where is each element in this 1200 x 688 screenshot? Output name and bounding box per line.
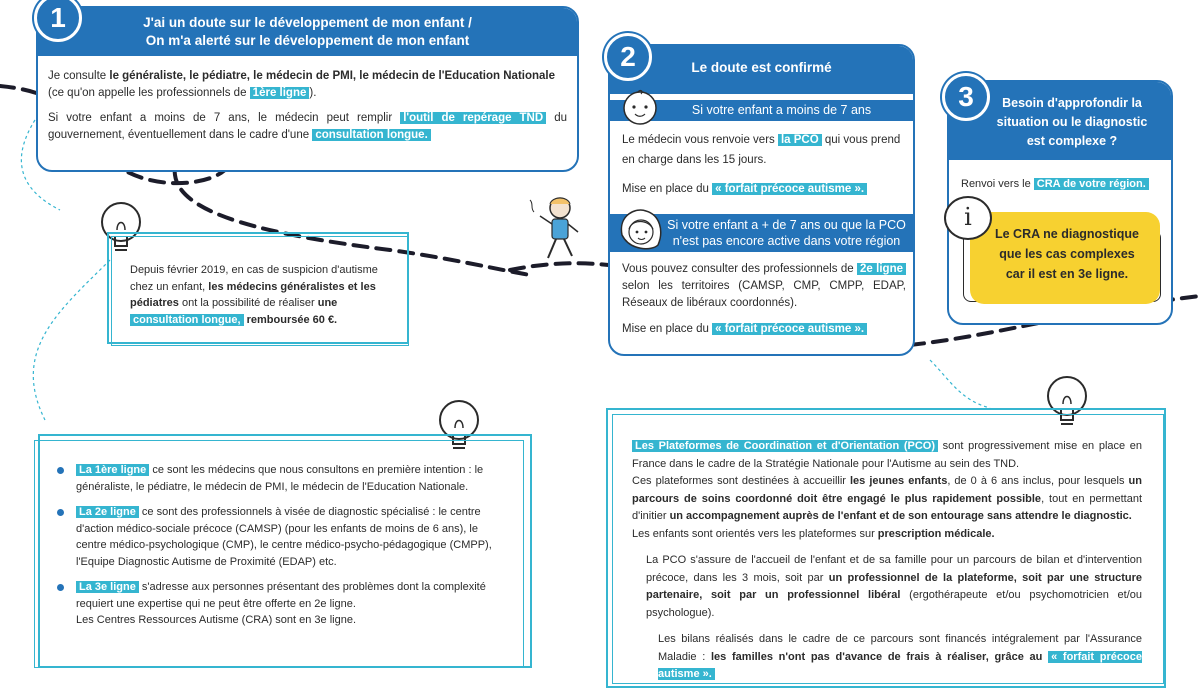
line1-highlight: La 1ère ligne [76,464,149,476]
step-number-2: 2 [604,33,652,81]
step1-p1-bold: le généraliste, le pédiatre, le médecin de PMI, le médecin de l'Education Nationale [109,70,555,82]
step2-header: Le doute est confirmé [610,46,913,94]
running-child-icon [524,192,584,272]
step1-p2-highlight1: l'outil de repérage TND [400,112,546,124]
step2-over7-text [622,261,906,338]
note1-e: remboursée 60 €. [246,313,338,326]
pco-p5 [632,631,1142,684]
note1-a: Depuis février 2019, en cas de suspicion d'autisme chez un enfant, [130,264,378,293]
baby-face-icon [620,88,660,128]
pco-p2 [632,473,1142,526]
step2-s2-b: selon les territoires (CAMSP, CMP, CMPP, EDAP, Réseaux de libéraux coordonnés). [622,280,906,309]
step3-title-line2: situation ou le diagnostic [996,115,1148,129]
step1-title-line2: On m'a alerté sur le développement de mon enfant [145,33,470,48]
step1-paragraph1 [38,56,577,102]
pco-p2-b: les jeunes enfants [850,475,948,487]
step3-callout-line1: Le CRA ne diagnostique [995,227,1139,241]
pco-p4-b: un professionnel de la plateforme, soit par une structure partenaire, soit par un professionnel libéral [646,571,1142,601]
step2-s1-highlight2: « forfait précoce autisme ». [712,183,867,195]
step2-s2-c: Mise en place du [622,323,713,335]
step2-s1-b: qui vous prend en charge dans les 15 jours. [622,134,901,166]
step2-s1-forfait [622,179,906,199]
step1-p1-a: Je consulte [48,70,110,82]
pco-box-content [632,438,1142,684]
line1-text: ce sont les médecins que nous consultons en première intention : le généraliste, le pédiatre, le médecin de PMI, le médecin de l'Education Nationale. [76,464,484,493]
info-icon: i [944,196,992,240]
line3-highlight: La 3e ligne [76,581,139,593]
pco-p4 [632,552,1142,622]
step1-p2-b: du gouvernement, éventuellement dans le cadre d'une [48,112,568,141]
lines-box-content [48,462,504,638]
step2-s2-highlight2: « forfait précoce autisme ». [712,323,867,335]
pco-p2-e: , tout en permettant d'initier [632,492,1142,522]
line3-text: s'adresse aux personnes présentant des problèmes dont la complexité requiert une expertise qui ne peut être offerte en 2e ligne. [76,581,486,610]
note1-text [130,262,400,328]
step2-sub2-line1: Si votre enfant a + de 7 ans ou que la PCO [667,218,906,232]
pco-p3-a: Les enfants sont orientés vers les plateformes sur [632,527,878,540]
pco-p3-b: prescription médicale. [877,527,995,540]
step3-callout-line2: que les cas complexes [999,247,1135,261]
line1-item [48,462,504,495]
step2-s1-highlight: la PCO [778,134,822,146]
step2-s2-forfait [622,321,906,338]
step3-p-a: Renvoi vers le [961,178,1034,190]
lines-list [48,462,504,629]
line2-highlight: La 2e ligne [76,506,139,518]
step-number-3: 3 [942,73,990,121]
line2-text: ce sont des professionnels à visée de diagnostic spécialisé : le centre d'action médico-sociale précoce (CAMSP) (pour les enfants de moins de 6 ans), le centre médico-psychologique (CMP), le centre médico-psycho-pédagogique (CMPP), l'Equipe Diagnostic Autisme de Proximité (EDAP) etc. [76,506,492,568]
pco-p2-d: un parcours de soins coordonné doit être engagé le plus rapidement possible [632,475,1142,505]
step1-p2-a: Si votre enfant a moins de 7 ans, le médecin peut remplir [48,112,401,124]
line2-item [48,504,504,570]
step2-under7-text [622,130,906,199]
pco-p4-a: La PCO s'assure de l'accueil de l'enfant et de sa famille pour un parcours de bilan et d'intervention précoce, dans les 3 mois, soit par [646,554,1142,584]
step2-s2-a: Vous pouvez consulter des professionnels de [622,263,857,275]
step1-p1-d: ). [309,87,317,99]
line3-item [48,579,504,629]
step3-callout-line3: car il est en 3e ligne. [1005,267,1129,281]
step3-p-highlight: CRA de votre région. [1034,178,1149,190]
step3-title-line1: Besoin d'approfondir la [1002,96,1142,110]
step1-card [36,6,579,172]
step3-callout [970,212,1160,304]
step2-s1-c: Mise en place du [622,183,713,195]
pco-p1 [632,438,1142,473]
step1-paragraph2 [38,102,577,144]
pco-p2-f: un accompagnement auprès de l'enfant et de son entourage sans attendre le diagnostic. [669,510,1132,522]
line3-text2: Les Centres Ressources Autisme (CRA) sont en 3e ligne. [76,614,357,626]
step2-subheader-under7: Si votre enfant a moins de 7 ans [610,100,913,121]
note1-c: ont la possibilité de réaliser [178,297,318,309]
step3-title-line3: est complexe ? [1026,134,1118,148]
step2-sub2-line2: n'est pas encore active dans votre région [672,234,901,248]
step1-p1-highlight: 1ère ligne [250,87,310,99]
pco-p4-c: (ergothérapeute et/ou psychomotricien et/ou psychologue). [646,589,1142,619]
step-number-1: 1 [34,0,82,42]
step2-s1-a: Le médecin vous renvoie vers [622,134,778,146]
note1-highlight: consultation longue, [130,314,244,326]
pco-p5-a: Les bilans réalisés dans le cadre de ce parcours sont financés intégralement par l'Assurance Maladie : [658,633,1142,663]
girl-face-icon [616,205,666,255]
pco-p2-a: Ces plateformes sont destinées à accueillir [632,475,850,487]
step3-text [949,160,1171,193]
pco-p2-c: , de 0 à 6 ans inclus, pour lesquels [947,475,1129,487]
pco-highlight: Les Plateformes de Coordination et d'Orientation (PCO) [632,440,938,452]
note1-bold: les médecins généralistes et les pédiatres [130,280,376,309]
pco-p1-a: sont progressivement mise en place en France dans le cadre de la Stratégie Nationale pour l'Autisme au sein des TND. [632,440,1143,470]
step2-s2-highlight: 2e ligne [857,263,906,275]
note1-d: une [317,297,338,309]
step1-header [38,8,577,56]
step1-title-line1: J'ai un doute sur le développement de mon enfant / [143,15,472,30]
pco-p5-b: les familles n'ont pas d'avance de frais à réaliser, grâce au [711,650,1049,663]
step1-p2-highlight2: consultation longue. [312,129,430,141]
pco-p5-highlight: « forfait précoce autisme ». [658,650,1142,680]
step1-p1-c: (ce qu'on appelle les professionnels de [48,87,250,99]
pco-p3 [632,526,1142,544]
